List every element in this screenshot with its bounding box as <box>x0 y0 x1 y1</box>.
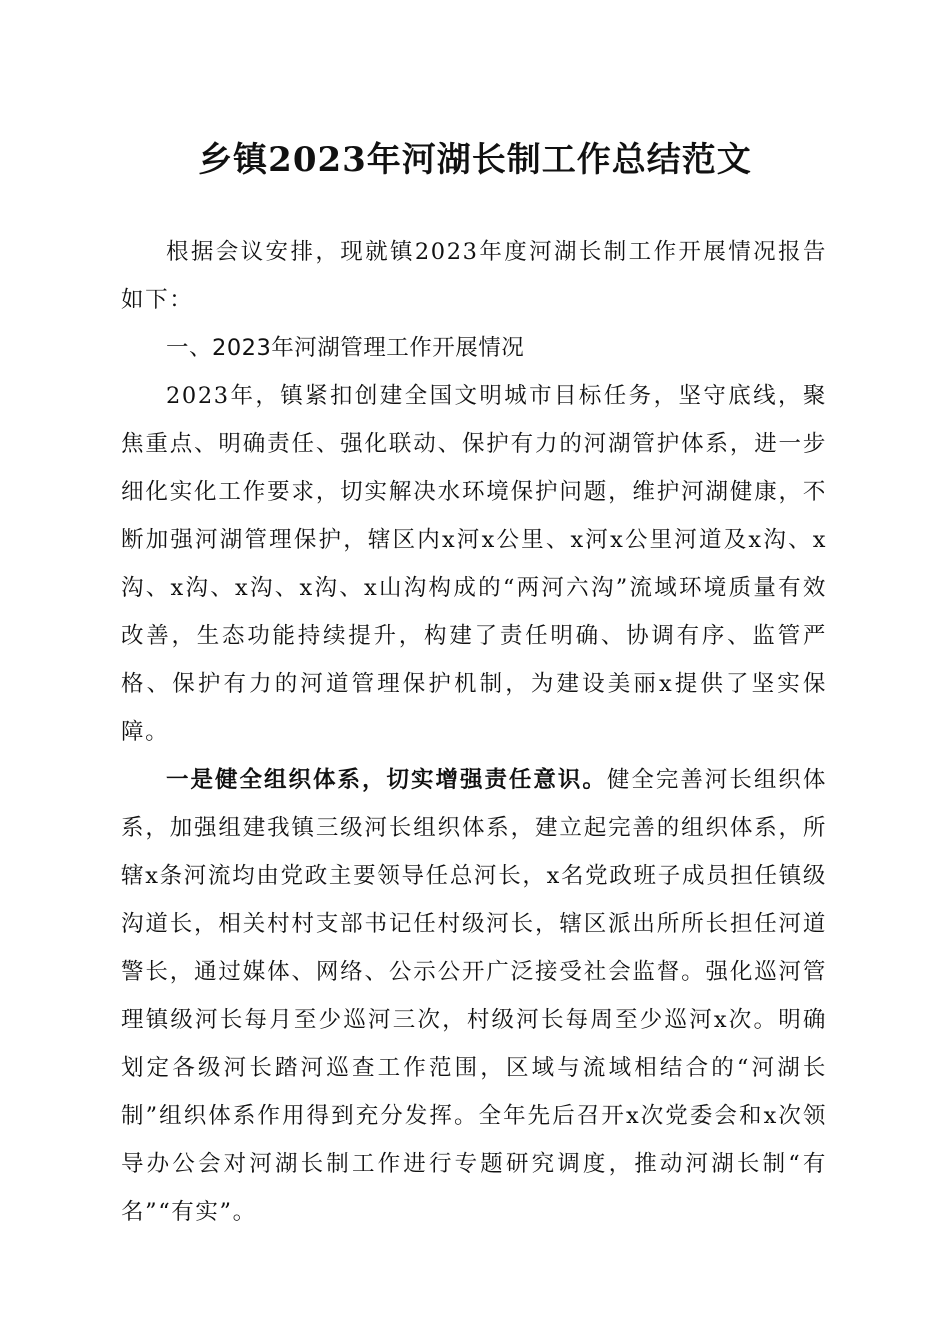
document-body <box>121 228 827 1236</box>
section-paragraph-organization <box>121 756 827 1236</box>
intro-paragraph: 根据会议安排，现就镇2023年度河湖长制工作开展情况报告如下： <box>121 239 827 313</box>
section-heading: 一、2023年河湖管理工作开展情况 <box>166 335 525 361</box>
section-paragraph: 2023年，镇紧扣创建全国文明城市目标任务，坚守底线，聚焦重点、明确责任、强化联动、保护有力的河湖管护体系，进一步细化实化工作要求，切实解决水环境保护问题，维护河湖健康，不断加强河湖管理保护，辖区内x河x公里、x河x公里河道及x沟、x沟、x沟、x沟、x沟、x山沟构成的“两河六沟”流域环境质量有效改善，生态功能持续提升，构建了责任明确、协调有序、监管严格、保护有力的河道管理保护机制，为建设美丽x提供了坚实保障。 <box>121 383 827 745</box>
paragraph-body-text: 健全完善河长组织体系，加强组建我镇三级河长组织体系，建立起完善的组织体系，所辖x条河流均由党政主要领导任总河长，x名党政班子成员担任镇级沟道长，相关村村支部书记任村级河长，辖区派出所所长担任河道警长，通过媒体、网络、公示公开广泛接受社会监督。强化巡河管理镇级河长每月至少巡河三次，村级河长每周至少巡河x次。明确划定各级河长踏河巡查工作范围，区域与流域相结合的“河湖长制”组织体系作用得到充分发挥。全年先后召开x次党委会和x次领导办公会对河湖长制工作进行专题研究调度，推动河湖长制“有名”“有实”。 <box>121 767 827 1225</box>
document-title: 乡镇2023年河湖长制工作总结范文 <box>198 140 752 180</box>
paragraph-lead-text: 一是健全组织体系，切实增强责任意识。 <box>166 767 607 793</box>
